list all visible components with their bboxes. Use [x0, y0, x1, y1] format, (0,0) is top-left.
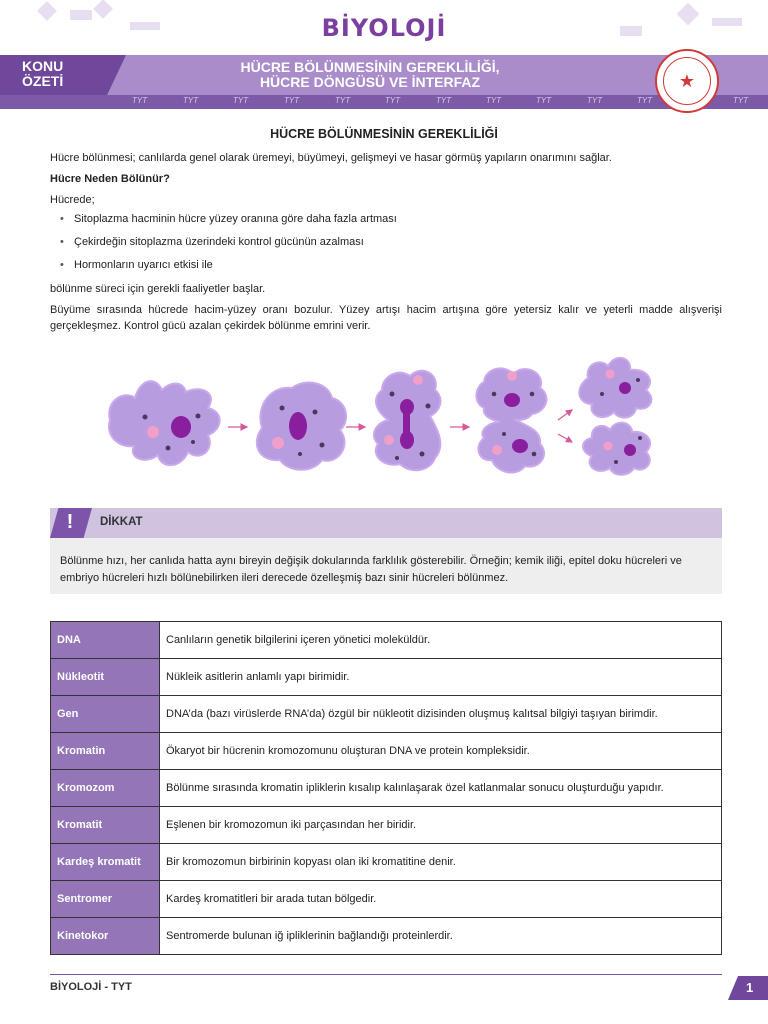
hucrede-text: Hücrede; [50, 194, 95, 206]
tyt-label: TYT [385, 96, 401, 105]
definition-cell: Canlıların genetik bilgilerini içeren yönetici moleküldür. [160, 622, 722, 659]
table-row [51, 807, 722, 844]
term-cell: Kromatin [51, 733, 160, 770]
cell-stage-2 [257, 383, 346, 470]
tyt-label: TYT [132, 96, 148, 105]
definition-cell: Kardeş kromatitleri bir arada tutan bölgedir. [160, 881, 722, 918]
terms-table [50, 621, 722, 955]
term-cell: Sentromer [51, 881, 160, 918]
definition-cell: DNA’da (bazı virüslerde RNA’da) özgül bir nükleotit dizisinden oluşmuş kalıtsal bilgiyi taşıyan birimdir. [160, 696, 722, 733]
table-row [51, 622, 722, 659]
tyt-strip [0, 95, 768, 109]
definition-cell: Nükleik asitlerin anlamlı yapı birimidir. [160, 659, 722, 696]
daughter-cell-1 [579, 358, 651, 418]
arrow-icon [558, 410, 572, 420]
table-row [51, 696, 722, 733]
tyt-label: TYT [233, 96, 249, 105]
term-cell: Kardeş kromatit [51, 844, 160, 881]
definition-cell: Ökaryot bir hücrenin kromozomunu oluşturan DNA ve protein kompleksidir. [160, 733, 722, 770]
tyt-label: TYT [183, 96, 199, 105]
dikkat-text: Bölünme hızı, her canlıda hatta aynı bireyin değişik dokularında farklılık gösterebilir. Örneğin; kemik iliği, epitel doku hücreleri ve embriyo hücreleri hızlı bölünebilirken ileri derecede özelleşmiş bazı sinir hücreleri bölünmez. [60, 555, 682, 584]
bullet-item: • Çekirdeğin sitoplazma üzerindeki kontrol gücünün azalması [62, 236, 364, 248]
tyt-label: TYT [733, 96, 749, 105]
term-cell: DNA [51, 622, 160, 659]
term-cell: Kromozom [51, 770, 160, 807]
tyt-label: TYT [284, 96, 300, 105]
dikkat-header [50, 508, 722, 538]
definition-cell: Sentromerde bulunan iğ ipliklerinin bağlandığı proteinlerdir. [160, 918, 722, 955]
term-cell: Nükleotit [51, 659, 160, 696]
table-row [51, 659, 722, 696]
after-bullets-text: bölünme süreci için gerekli faaliyetler başlar. [50, 283, 266, 295]
table-row [51, 918, 722, 955]
table-row [51, 844, 722, 881]
tyt-label: TYT [587, 96, 603, 105]
tyt-label: TYT [486, 96, 502, 105]
term-cell: Kinetokor [51, 918, 160, 955]
arrow-icon [558, 434, 572, 442]
tyt-label: TYT [536, 96, 552, 105]
banner-title: HÜCRE BÖLÜNMESİNİN GEREKLİLİĞİ, HÜCRE DÖNGÜSÜ VE İNTERFAZ [240, 59, 500, 90]
tyt-label: TYT [335, 96, 351, 105]
bullet-item: • Sitoplazma hacminin hücre yüzey oranına göre daha fazla artması [62, 213, 397, 225]
dikkat-label: DİKKAT [100, 516, 143, 528]
table-row [51, 881, 722, 918]
footer-label: BİYOLOJİ - TYT [50, 981, 132, 993]
cell-division-diagram [100, 350, 660, 480]
daughter-cell-2 [583, 423, 650, 475]
konu-ozeti-label: KONU ÖZETİ [22, 58, 64, 89]
tyt-label: TYT [436, 96, 452, 105]
cell-stage-4 [476, 368, 546, 472]
table-row [51, 733, 722, 770]
definition-cell: Eşlenen bir kromozomun iki parçasından her biridir. [160, 807, 722, 844]
table-row [51, 770, 722, 807]
cell-stage-3 [374, 371, 441, 471]
definition-cell: Bir kromozomun birbirinin kopyası olan iki kromatitine denir. [160, 844, 722, 881]
intro-text: Hücre bölünmesi; canlılarda genel olarak üremeyi, büyümeyi, gelişmeyi ve hasar görmüş yapıların onarımını sağlar. [50, 152, 612, 164]
growth-paragraph: Büyüme sırasında hücrede hacim-yüzey oranı bozulur. Yüzey artışı hacim artışına göre yetersiz kalır ve yeterli madde alışverişi gerçekleşmez. Kontrol gücü azalan çekirdek bölünme emrini verir. [50, 304, 722, 332]
question-heading: Hücre Neden Bölünür? [50, 173, 170, 185]
section-title: HÜCRE BÖLÜNMESİNİN GEREKLİLİĞİ [270, 127, 498, 141]
term-cell: Gen [51, 696, 160, 733]
exclamation-icon: ! [66, 511, 74, 533]
page-number: 1 [746, 980, 754, 995]
bullet-item: • Hormonların uyarıcı etkisi ile [62, 259, 213, 271]
subject-title: BİYOLOJİ [321, 14, 447, 42]
ministry-seal-icon: ★ [655, 49, 719, 113]
tyt-label: TYT [637, 96, 653, 105]
cell-stage-1 [109, 381, 220, 465]
term-cell: Kromatit [51, 807, 160, 844]
definition-cell: Bölünme sırasında kromatin ipliklerin kısalıp kalınlaşarak özel katlanmalar sonucu oluşturduğu yapıdır. [160, 770, 722, 807]
footer-divider [50, 974, 722, 975]
